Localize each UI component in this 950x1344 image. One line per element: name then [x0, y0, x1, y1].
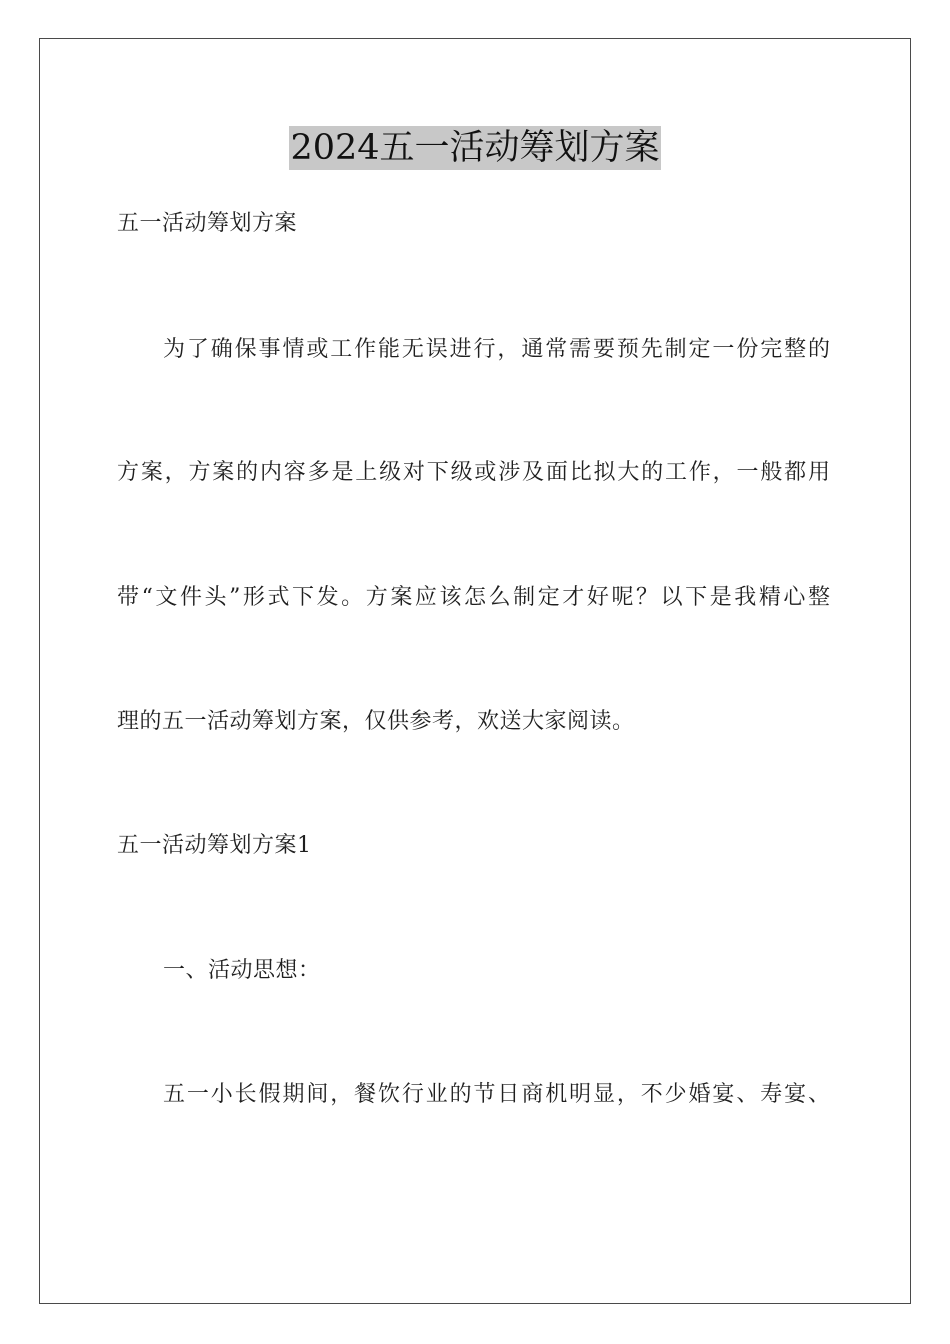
- document-subtitle: 五一活动筹划方案: [117, 211, 298, 236]
- document-title-text: 2024五一活动筹划方案: [290, 128, 660, 168]
- intro-line-2: 方案，方案的内容多是上级对下级或涉及面比拟大的工作，一般都用: [117, 460, 830, 485]
- body-line: 五一小长假期间，餐饮行业的节日商机明显，不少婚宴、寿宴、: [163, 1082, 830, 1107]
- intro-line-4: 理的五一活动筹划方案，仅供参考，欢送大家阅读。: [117, 709, 635, 734]
- intro-line-3: 带“文件头”形式下发。方案应该怎么制定才好呢？以下是我精心整: [117, 585, 830, 610]
- section-heading: 五一活动筹划方案1: [117, 833, 312, 858]
- sub-heading: 一、活动思想：: [163, 958, 321, 983]
- document-title: [0, 126, 950, 170]
- intro-line-1: 为了确保事情或工作能无误进行，通常需要预先制定一份完整的: [163, 337, 830, 362]
